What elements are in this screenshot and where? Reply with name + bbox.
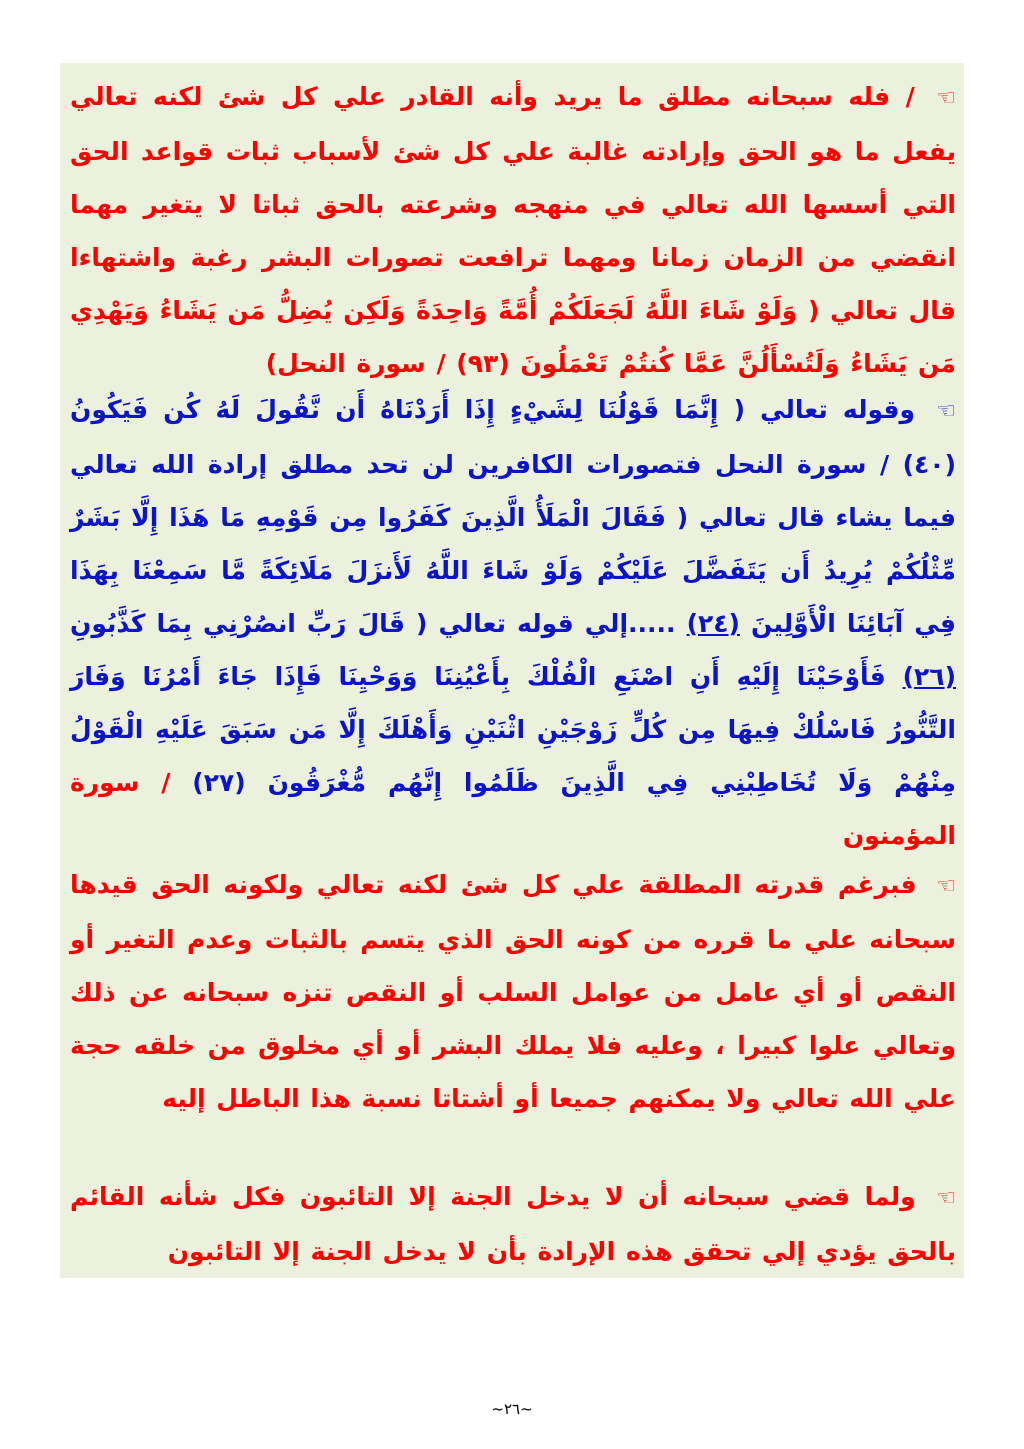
- paragraph-2-cont: فتصورات الكافرين لن تحد مطلق إرادة الله تعالي فيما يشاء قال تعالي (: [70, 450, 956, 532]
- paragraph-4-text: ولما قضي سبحانه أن لا يدخل الجنة إلا التائبون فكل شأنه القائم بالحق يؤدي إلي تحقق هذه الإرادة بأن لا يدخل الجنة إلا التائبون: [70, 1182, 956, 1266]
- paragraph-2-cont-2: .....إلي قوله تعالي (: [416, 609, 676, 638]
- paragraph-1-verse: وَلَوْ شَاءَ اللَّهُ لَجَعَلَكُمْ أُمَّةً وَاحِدَةً وَلَكِن يُضِلُّ مَن يَشَاءُ وَيَهْدِي مَن يَشَاءُ وَلَتُسْأَلُنَّ عَمَّا كُنتُمْ تَعْمَلُونَ: [70, 296, 956, 378]
- paragraph-2-verse-2: فَقَالَ الْمَلَأُ الَّذِينَ كَفَرُوا مِن قَوْمِهِ مَا هَذَا إِلَّا بَشَرٌ مِّثْلُكُمْ يُرِيدُ أَن يَتَفَضَّلَ عَلَيْكُمْ وَلَوْ شَاءَ اللَّهُ لَأَنزَلَ مَلَائِكَةً مَّا سَمِعْنَا بِهَذَا فِي آبَائِنَا الْأَوَّلِينَ: [70, 503, 956, 638]
- page-number: ~٢٦~: [491, 1400, 533, 1418]
- paragraph-2-ref-2: (٢٤): [686, 609, 740, 638]
- pointing-hand-icon: ☜: [936, 86, 956, 111]
- paragraph-2-sura-4: / سورة المؤمنون: [70, 768, 956, 850]
- paragraph-2-ref-4: (٢٧): [192, 768, 246, 797]
- paragraph-2-lead: وقوله تعالي (: [733, 395, 916, 424]
- paragraph-2-ref-3: (٢٦): [902, 662, 956, 691]
- paragraph-1-lead: / فله سبحانه مطلق ما يريد وأنه القادر علي كل شئ لكنه تعالي يفعل ما هو الحق وإرادته غالبة علي كل شئ لأسباب ثبات قواعد الحق التي أسسها الله تعالي في منهجه وشرعته بالحق ثباتا لا يتغير مهما انقضي من الزمان زمانا ومهما ترافعت تصورات البشر رغبة واشتهاءا قال تعالي (: [70, 82, 956, 325]
- paragraph-2-verse: إِنَّمَا قَوْلُنَا لِشَيْءٍ إِذَا أَرَدْنَاهُ أَن نَّقُولَ لَهُ كُن فَيَكُونُ: [70, 395, 719, 424]
- paragraph-3: [70, 858, 956, 1125]
- pointing-hand-icon: ☜: [936, 874, 956, 899]
- paragraph-2: [70, 383, 956, 862]
- pointing-hand-icon: ☜: [936, 399, 956, 424]
- paragraph-4: [70, 1170, 956, 1278]
- paragraph-2-ref: (٤٠) / سورة النحل: [715, 450, 956, 479]
- paragraph-3-text: فبرغم قدرته المطلقة علي كل شئ لكنه تعالي ولكونه الحق قيدها سبحانه علي ما قرره من كونه الحق الذي يتسم بالثبات وعدم التغير أو النقص أو أي عامل من عوامل السلب أو النقص تنزه سبحانه عن ذلك وتعالي علوا كبيرا ، وعليه فلا يملك البشر أو أي مخلوق من خلقه حجة علي الله تعالي ولا يمكنهم جميعا أو أشتاتا نسبة هذا الباطل إليه: [70, 870, 956, 1113]
- paragraph-2-verse-3: قَالَ رَبِّ انصُرْنِي بِمَا كَذَّبُونِ: [70, 609, 405, 638]
- paragraph-2-verse-4: فَأَوْحَيْنَا إِلَيْهِ أَنِ اصْنَعِ الْفُلْكَ بِأَعْيُنِنَا وَوَحْيِنَا فَإِذَا جَاءَ أَمْرُنَا وَفَارَ التَّنُّورُ فَاسْلُكْ فِيهَا مِن كُلٍّ زَوْجَيْنِ اثْنَيْنِ وَأَهْلَكَ إِلَّا مَن سَبَقَ عَلَيْهِ الْقَوْلُ مِنْهُمْ وَلَا تُخَاطِبْنِي فِي الَّذِينَ ظَلَمُوا إِنَّهُم مُّغْرَقُونَ: [70, 662, 956, 797]
- paragraph-1: [70, 70, 956, 390]
- paragraph-1-ref: (٩٣) / سورة النحل): [265, 349, 510, 378]
- pointing-hand-icon: ☜: [936, 1186, 956, 1211]
